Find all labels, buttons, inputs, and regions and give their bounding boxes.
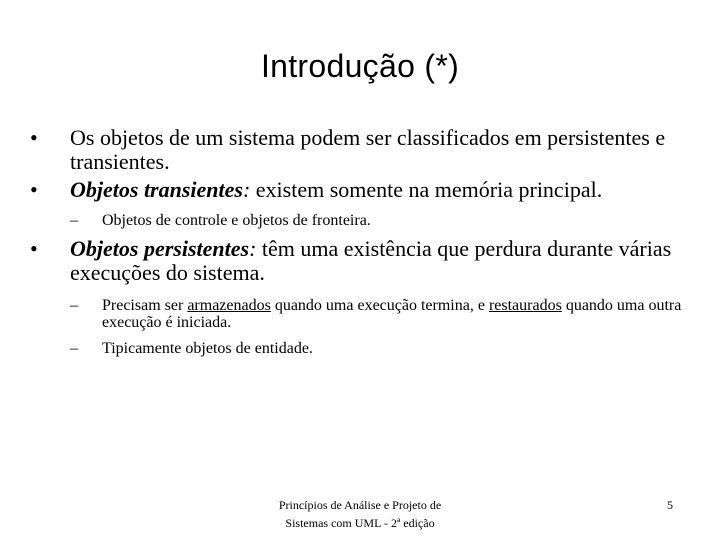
- sub-bullet-text: Objetos de controle e objetos de fronteira.: [102, 212, 371, 229]
- term-colon: :: [249, 236, 257, 261]
- sub-bullet-item-3-1: [30, 297, 690, 331]
- bullet-text: Os objetos de um sistema podem ser classificados em persistentes e transientes.: [70, 125, 666, 174]
- slide-footer: [230, 496, 490, 532]
- sub-bullet-text: Tipicamente objetos de entidade.: [102, 340, 313, 357]
- slide-title: Introdução (*): [260, 48, 460, 84]
- sub-bullet-item-2-1: [30, 212, 690, 229]
- underlined-term-stored: armazenados: [187, 297, 271, 314]
- sub-bullet-marker: –: [70, 340, 78, 357]
- bullet-item-3: [30, 237, 690, 285]
- footer-line-1: Princípios de Análise e Projeto de: [278, 498, 442, 512]
- slide-body: [30, 126, 690, 357]
- sub-bullet-text-part2: quando uma execução termina, e: [270, 297, 489, 314]
- bullet-text: têm uma existência que perdura durante várias execuções do sistema.: [70, 236, 672, 285]
- bullet-marker: •: [30, 125, 38, 150]
- bullet-item-2: [30, 178, 690, 202]
- bullet-text: existem somente na memória principal.: [250, 177, 603, 202]
- page-number: 5: [667, 498, 673, 512]
- underlined-term-restored: restaurados: [488, 297, 562, 314]
- bullet-item-1: [30, 126, 690, 174]
- sub-bullet-item-3-2: [30, 340, 690, 357]
- footer-line-2: Sistemas com UML - 2ª edição: [285, 516, 435, 530]
- sub-bullet-marker: –: [70, 212, 78, 229]
- sub-bullet-marker: –: [70, 297, 78, 314]
- bullet-marker: •: [30, 236, 38, 261]
- bullet-marker: •: [30, 177, 38, 202]
- sub-bullet-text-part1: Precisam ser: [102, 297, 188, 314]
- term-persistent-objects: Objetos persistentes: [70, 236, 250, 261]
- term-colon: :: [242, 177, 251, 202]
- sub-bullet-text-part3: quando uma outra execução é iniciada.: [102, 297, 682, 331]
- term-transient-objects: Objetos transientes: [70, 177, 243, 202]
